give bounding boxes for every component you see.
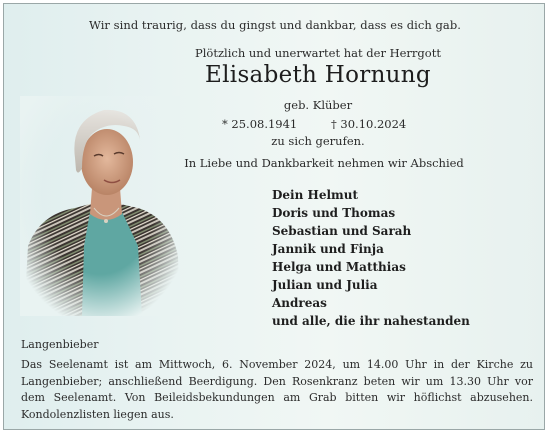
birth-date: * 25.08.1941 — [222, 117, 298, 131]
mourner-item: Jannik und Finja — [272, 242, 384, 256]
mourner-item: Julian und Julia — [272, 278, 378, 292]
deceased-name: Elisabeth Hornung — [205, 62, 431, 88]
place-line: Langenbieber — [21, 338, 99, 351]
portrait-photo — [20, 96, 180, 316]
birth-name: geb. Klüber — [283, 98, 353, 112]
intro-line: Plötzlich und unerwartet hat der Herrgott — [195, 46, 441, 60]
mourner-item: Sebastian und Sarah — [272, 224, 412, 238]
mourner-item: Andreas — [272, 296, 327, 310]
mourner-item: Dein Helmut — [272, 188, 358, 202]
death-date: † 30.10.2024 — [331, 117, 407, 131]
motto-line: Wir sind traurig, dass du gingst und dankbar, dass es dich gab. — [89, 18, 461, 32]
obituary-card — [3, 3, 545, 430]
service-details: Das Seelenamt ist am Mittwoch, 6. November 2024, um 14.00 Uhr in der Kirche zu Langenbieber; anschließend Beerdigung. Den Rosenkranz beten wir um 13.30 Uhr vor dem Seelenamt. Von Beileidsbekundungen am Grab bitten wir höflichst abzusehen. Kondolenzlisten liegen aus. — [21, 358, 533, 421]
mourners-list — [272, 186, 470, 330]
mourner-item: Doris und Thomas — [272, 206, 396, 220]
mourner-item: und alle, die ihr nahestanden — [272, 314, 470, 328]
mourner-item: Helga und Matthias — [272, 260, 406, 274]
farewell-line: In Liebe und Dankbarkeit nehmen wir Abschied — [184, 156, 464, 170]
called-line: zu sich gerufen. — [271, 134, 365, 148]
